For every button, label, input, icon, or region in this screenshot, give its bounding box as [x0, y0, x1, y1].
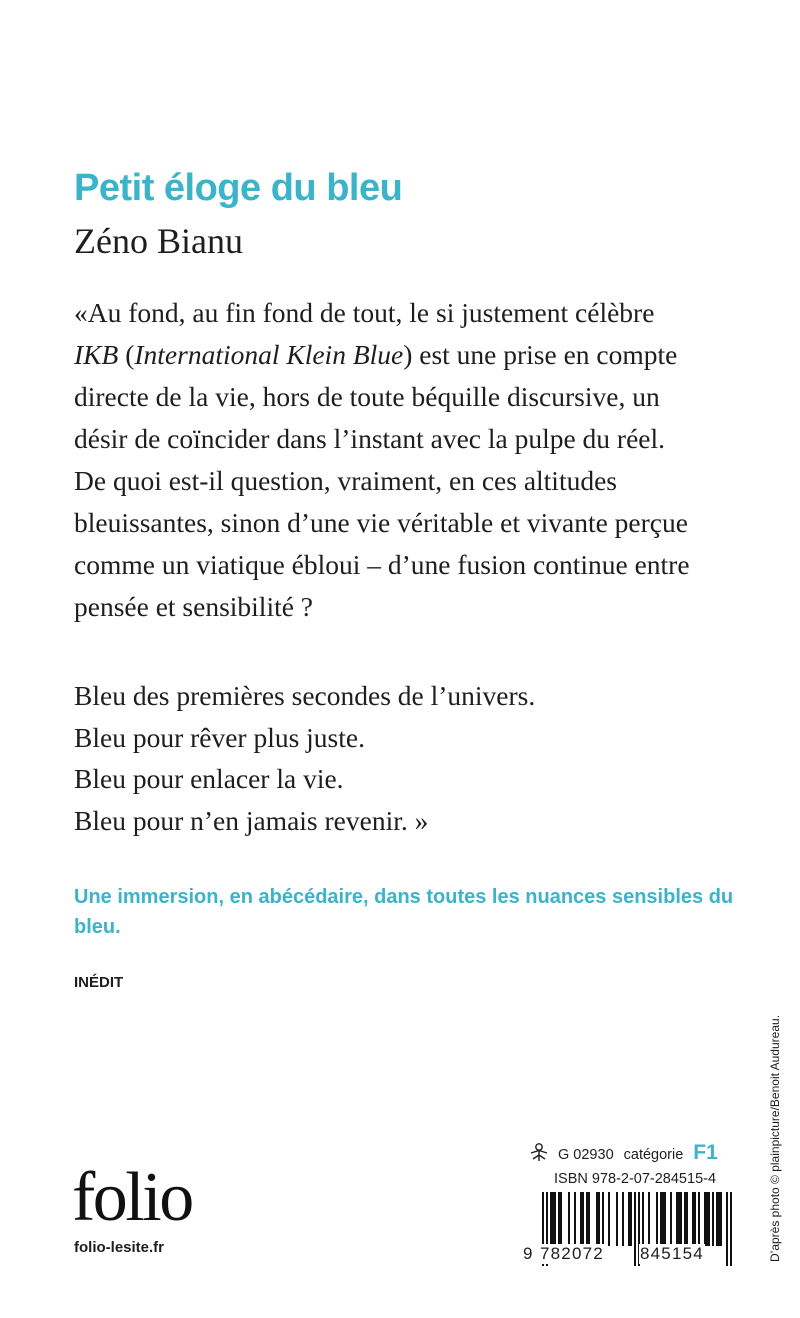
- barcode-first-digit: 9: [523, 1244, 533, 1263]
- verse-line: Bleu pour n’en jamais revenir. »: [74, 804, 429, 836]
- back-cover-quote: [74, 292, 734, 628]
- price-code: G 02930: [558, 1147, 614, 1163]
- barcode-digits: [522, 1238, 744, 1272]
- category-label: catégorie: [623, 1147, 684, 1163]
- quote-line: directe de la vie, hors de toute béquille discursive, un: [74, 381, 660, 412]
- ikb-rest: ) est une prise en compte: [403, 339, 678, 370]
- book-author: Zéno Bianu: [74, 221, 243, 261]
- quote-line: comme un viatique ébloui – d’une fusion continue entre: [74, 549, 690, 580]
- quote-line-ikb: [74, 334, 734, 376]
- verse-line: Bleu pour enlacer la vie.: [74, 763, 344, 794]
- folio-logo: folio: [72, 1159, 192, 1236]
- category-value: F1: [693, 1141, 718, 1164]
- quote-paragraph: [74, 292, 734, 628]
- ikb-full-name: International Klein Blue: [134, 339, 404, 370]
- ikb-open-paren: (: [118, 339, 135, 370]
- quote-verses: [74, 675, 535, 841]
- verse-line: Bleu pour rêver plus juste.: [74, 721, 365, 753]
- publisher-website: folio-lesite.fr: [74, 1239, 165, 1256]
- gallimard-g-icon: [528, 1141, 550, 1163]
- inedit-label: INÉDIT: [74, 974, 124, 991]
- quote-line: «Au fond, au fin fond de tout, le si justement célèbre: [74, 297, 655, 328]
- quote-line: désir de coïncider dans l’instant avec la pulpe du réel.: [74, 423, 666, 454]
- barcode-left-group: 782072: [540, 1244, 604, 1263]
- price-code-row: [528, 1138, 718, 1164]
- verse-line: Bleu des premières secondes de l’univers.: [74, 680, 536, 711]
- barcode-right-group: 845154: [640, 1244, 704, 1263]
- quote-line: De quoi est-il question, vraiment, en ces altitudes: [74, 465, 617, 496]
- quote-line: pensée et sensibilité ?: [74, 591, 314, 622]
- quote-line: bleuissantes, sinon d’une vie véritable et vivante perçue: [74, 507, 688, 538]
- photo-credit: D’après photo © plainpicture/Benoit Audureau.: [768, 1014, 782, 1262]
- ikb-abbreviation: IKB: [74, 339, 119, 370]
- book-title: Petit éloge du bleu: [74, 167, 403, 209]
- isbn-text: ISBN 978-2-07-284515-4: [554, 1171, 717, 1187]
- tagline: Une immersion, en abécédaire, dans toutes les nuances sensibles du bleu.: [74, 886, 734, 938]
